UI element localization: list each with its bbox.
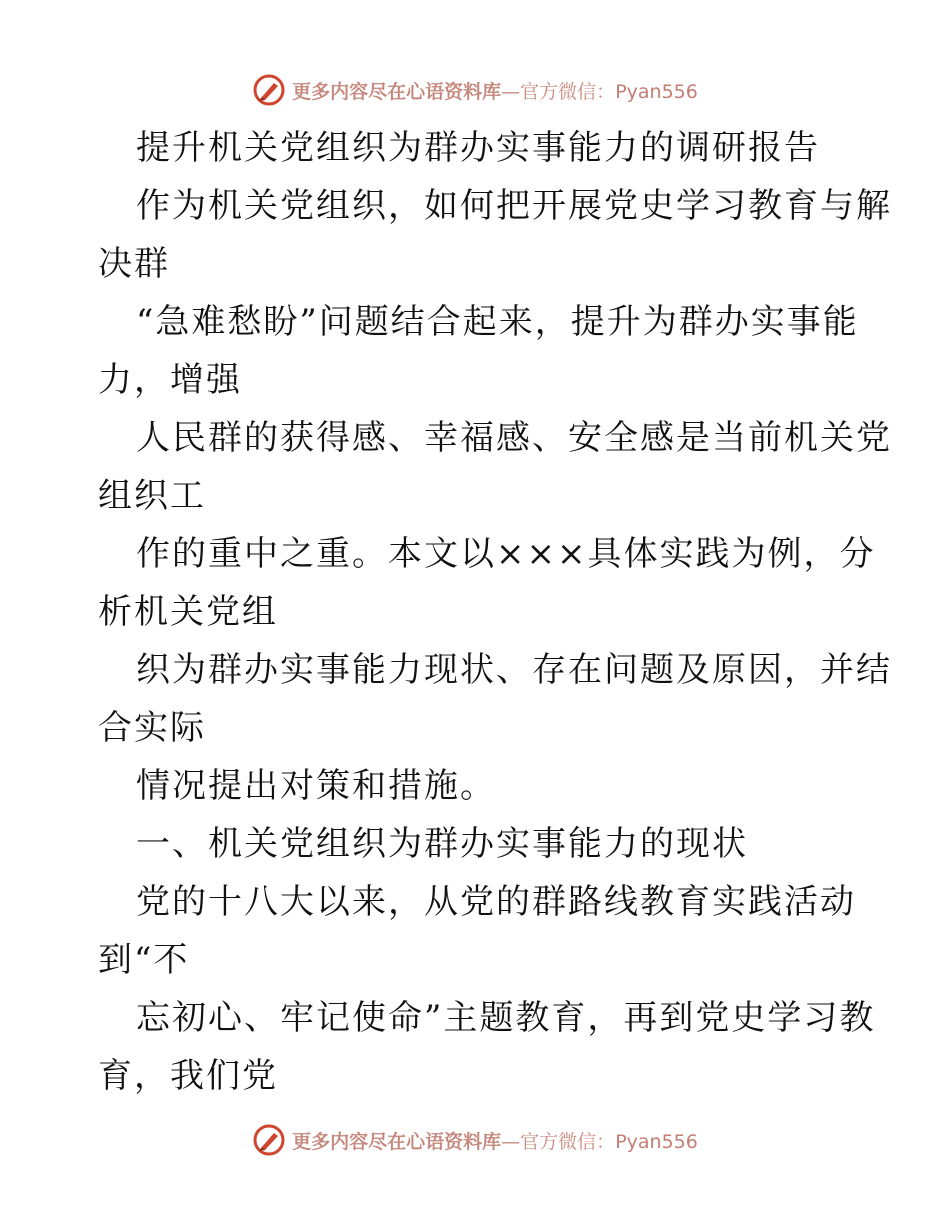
footer-watermark	[0, 1118, 950, 1162]
watermark-text: 更多内容尽在心语资料库—官方微信：Pyan556	[292, 80, 698, 103]
paragraph-line: 情况提出对策和措施。	[136, 766, 496, 806]
paragraph-line: 力，增强	[98, 360, 242, 400]
paragraph-line: “急难愁盼”问题结合起来，提升为群办实事能	[136, 302, 859, 342]
pen-logo-icon	[252, 73, 286, 107]
paragraph-line: 人民群的获得感、幸福感、安全感是当前机关党	[136, 418, 892, 458]
paragraph-line: 决群	[98, 244, 170, 284]
document-title: 提升机关党组织为群办实事能力的调研报告	[136, 128, 820, 168]
header-watermark	[0, 68, 950, 112]
paragraph-line: 党的十八大以来，从党的群路线教育实践活动	[136, 882, 856, 922]
paragraph-line: 织为群办实事能力现状、存在问题及原因，并结	[136, 650, 892, 690]
paragraph-line: 合实际	[98, 708, 206, 748]
paragraph-line: 忘初心、牢记使命”主题教育，再到党史学习教	[136, 998, 876, 1038]
paragraph-line: 作的重中之重。本文以×××具体实践为例，分	[136, 534, 876, 574]
section-heading: 一、机关党组织为群办实事能力的现状	[136, 824, 748, 864]
paragraph-line: 析机关党组	[98, 592, 278, 632]
paragraph-line: 组织工	[98, 476, 206, 516]
paragraph-line: 作为机关党组织，如何把开展党史学习教育与解	[136, 186, 892, 226]
paragraph-line: 到“不	[98, 940, 190, 980]
paragraph-line: 育，我们党	[98, 1056, 278, 1096]
watermark-text: 更多内容尽在心语资料库—官方微信：Pyan556	[292, 1130, 698, 1153]
pen-logo-icon	[252, 1123, 286, 1157]
